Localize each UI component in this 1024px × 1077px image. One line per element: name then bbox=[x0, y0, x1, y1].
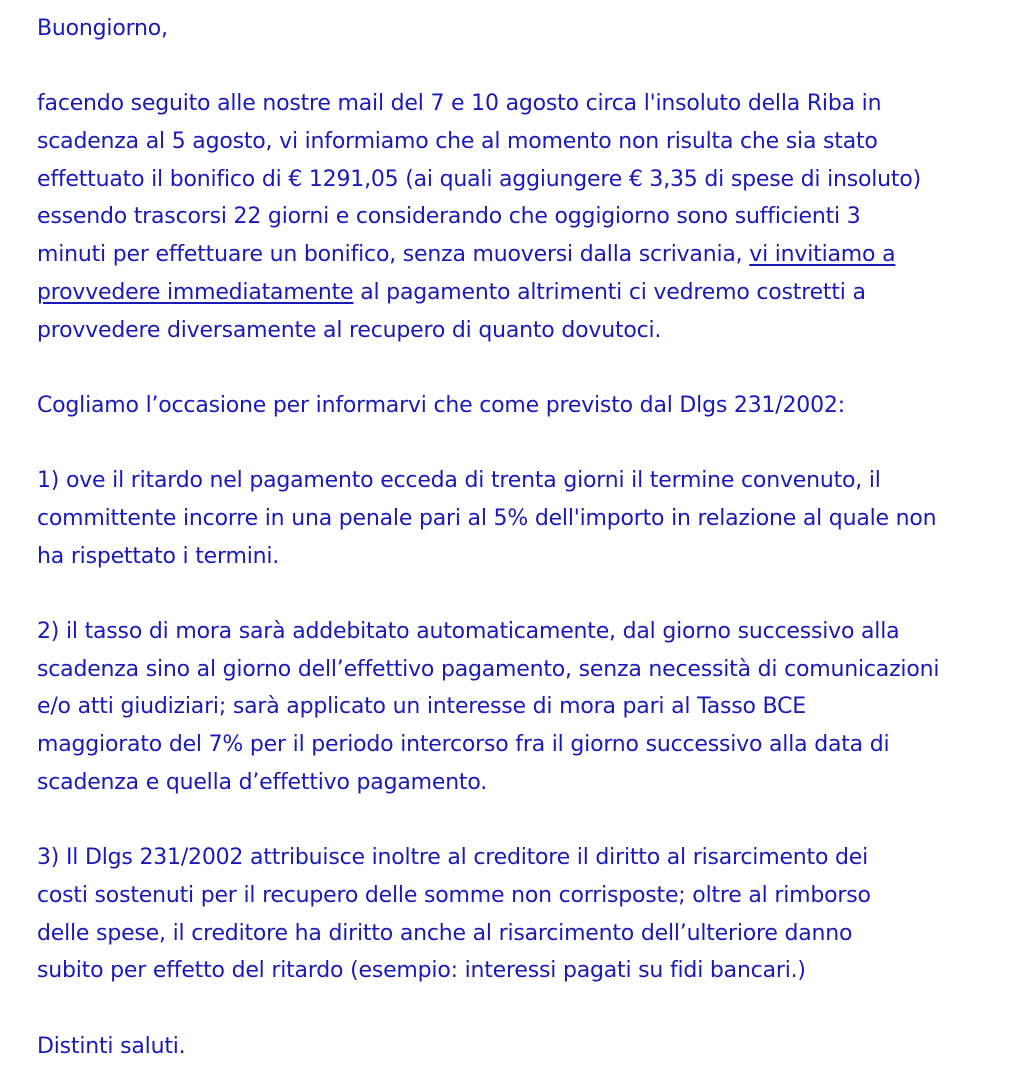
spacer bbox=[37, 990, 1024, 1028]
point-3 bbox=[37, 839, 1024, 990]
paragraph-text: minuti per effettuare un bonifico, senza muoversi dalla scrivania, bbox=[37, 242, 750, 268]
point-line: e/o atti giudiziari; sarà applicato un interesse di mora pari al Tasso BCE bbox=[37, 694, 806, 720]
point-2 bbox=[37, 613, 1024, 801]
point-line: delle spese, il creditore ha diritto anche al risarcimento dell’ulteriore danno bbox=[37, 920, 853, 946]
closing: Distinti saluti. bbox=[37, 1033, 186, 1059]
point-line: costi sostenuti per il recupero delle somme non corrisposte; oltre al rimborso bbox=[37, 882, 871, 908]
point-1 bbox=[37, 462, 1024, 575]
paragraph-line: provvedere diversamente al recupero di quanto dovutoci. bbox=[37, 317, 662, 343]
paragraph-line: scadenza al 5 agosto, vi informiamo che al momento non risulta che sia stato bbox=[37, 129, 878, 155]
spacer bbox=[37, 349, 1024, 387]
greeting: Buongiorno, bbox=[37, 16, 168, 41]
paragraph-line: facendo seguito alle nostre mail del 7 e 10 agosto circa l'insoluto della Riba in bbox=[37, 91, 882, 117]
paragraph-line bbox=[37, 236, 1024, 274]
paragraph-line: effettuato il bonifico di € 1291,05 (ai quali aggiungere € 3,35 di spese di insoluto) bbox=[37, 166, 921, 192]
spacer bbox=[37, 575, 1024, 613]
underlined-request: provvedere immediatamente bbox=[37, 279, 354, 305]
point-line: maggiorato del 7% per il periodo intercorso fra il giorno successivo alla data di bbox=[37, 732, 890, 758]
email-body bbox=[37, 10, 1024, 1065]
point-line: subito per effetto del ritardo (esempio: interessi pagati su fidi bancari.) bbox=[37, 958, 806, 984]
point-line: 3) Il Dlgs 231/2002 attribuisce inoltre al creditore il diritto al risarcimento dei bbox=[37, 845, 869, 871]
paragraph-text: al pagamento altrimenti ci vedremo costretti a bbox=[353, 279, 866, 305]
point-line: 1) ove il ritardo nel pagamento ecceda di trenta giorni il termine convenuto, il bbox=[37, 468, 881, 494]
spacer bbox=[37, 425, 1024, 463]
spacer bbox=[37, 801, 1024, 839]
paragraph-reminder bbox=[37, 85, 1024, 349]
point-line: 2) il tasso di mora sarà addebitato automaticamente, dal giorno successivo alla bbox=[37, 619, 900, 644]
point-line: committente incorre in una penale pari al 5% dell'importo in relazione al quale non bbox=[37, 505, 937, 531]
point-line: scadenza e quella d’effettivo pagamento. bbox=[37, 769, 488, 795]
point-line: scadenza sino al giorno dell’effettivo pagamento, senza necessità di comunicazioni bbox=[37, 656, 940, 682]
point-line: ha rispettato i termini. bbox=[37, 543, 280, 569]
law-intro: Cogliamo l’occasione per informarvi che come previsto dal Dlgs 231/2002: bbox=[37, 392, 845, 418]
paragraph-line: essendo trascorsi 22 giorni e considerando che oggigiorno sono sufficienti 3 bbox=[37, 204, 861, 230]
paragraph-line bbox=[37, 274, 1024, 312]
underlined-request: vi invitiamo a bbox=[749, 242, 896, 268]
spacer bbox=[37, 48, 1024, 86]
